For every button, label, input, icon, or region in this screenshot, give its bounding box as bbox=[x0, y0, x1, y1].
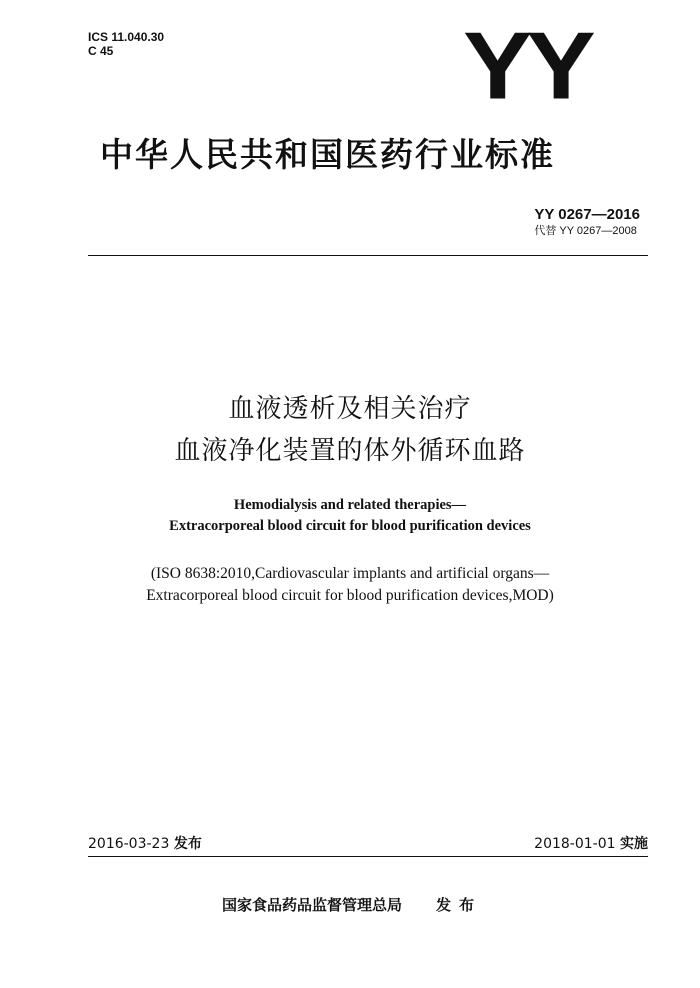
industry-standard-heading: 中华人民共和国医药行业标准 bbox=[100, 135, 555, 174]
ics-code: ICS 11.040.30 bbox=[88, 30, 165, 44]
chinese-title-line1: 血液透析及相关治疗 bbox=[228, 394, 472, 424]
standard-number-block bbox=[534, 206, 640, 238]
top-divider bbox=[88, 255, 648, 256]
iso-reference bbox=[0, 563, 700, 607]
english-title-line2: Extracorporeal blood circuit for blood purification devices bbox=[169, 518, 531, 534]
issue-date: 2016-03-23 bbox=[88, 836, 170, 852]
replaces-standard: 代替 YY 0267—2008 bbox=[534, 225, 637, 237]
english-title bbox=[0, 495, 700, 537]
implement-label: 实施 bbox=[620, 836, 648, 852]
chinese-title bbox=[0, 388, 700, 472]
publisher-action: 发布 bbox=[436, 896, 483, 914]
iso-reference-line2: Extracorporeal blood circuit for blood purification devices,MOD) bbox=[146, 587, 554, 604]
classification-codes bbox=[88, 30, 164, 58]
chinese-title-line2: 血液净化装置的体外循环血路 bbox=[174, 436, 526, 466]
publisher-block bbox=[222, 896, 482, 914]
yy-logo: YY bbox=[463, 12, 590, 120]
ccs-code: C 45 bbox=[88, 44, 114, 58]
implement-date: 2018-01-01 bbox=[534, 836, 616, 852]
publisher-name: 国家食品药品监督管理总局 bbox=[222, 896, 403, 914]
english-title-line1: Hemodialysis and related therapies— bbox=[233, 497, 467, 513]
iso-reference-line1: (ISO 8638:2010,Cardiovascular implants and artificial organs— bbox=[150, 565, 550, 582]
implement-date-block bbox=[534, 836, 648, 853]
bottom-divider bbox=[88, 856, 648, 857]
standard-number: YY 0267—2016 bbox=[534, 206, 640, 223]
issue-label: 发布 bbox=[173, 836, 202, 852]
issue-date-block bbox=[88, 836, 202, 853]
